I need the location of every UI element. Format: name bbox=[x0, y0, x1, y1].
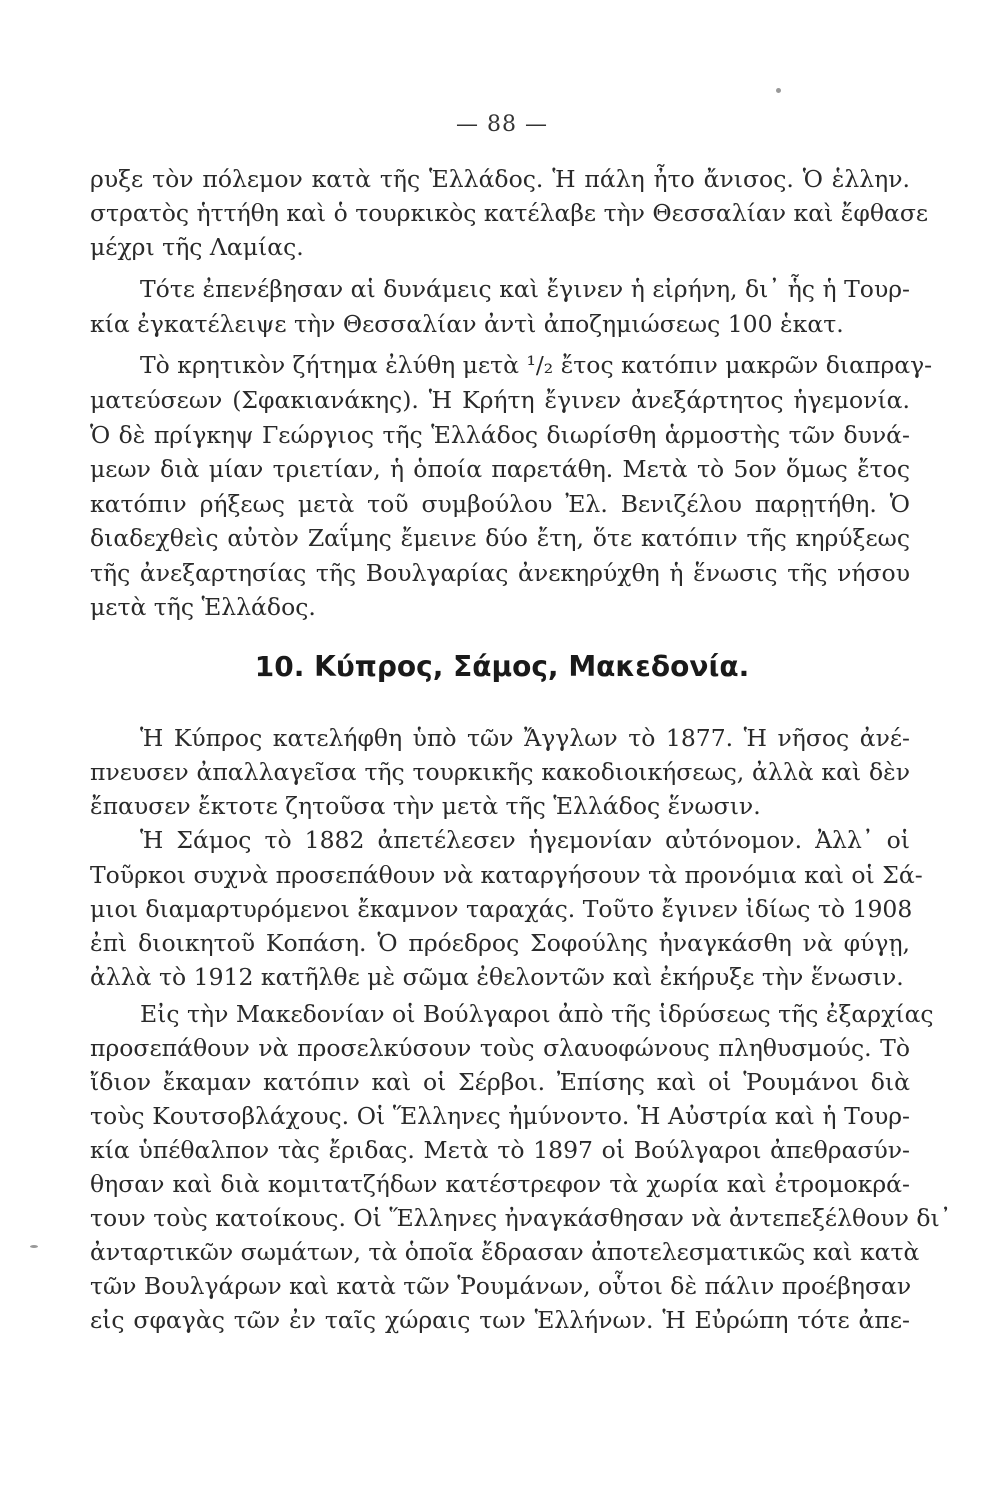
text-line: στρατὸς ἡττήθη καὶ ὁ τουρκικὸς κατέλαβε τὴν Θεσσαλίαν καὶ ἔφθασε bbox=[90, 199, 929, 227]
text-line: μέχρι τῆς Λαμίας. bbox=[90, 233, 304, 261]
text-line: ἀλλὰ τὸ 1912 κατῆλθε μὲ σῶμα ἐθελοντῶν καὶ ἐκήρυξε τὴν ἕνωσιν. bbox=[90, 963, 904, 991]
text-line: Τοῦρκοι συχνὰ προσεπάθουν νὰ καταργήσουν τὰ προνόμια καὶ οἱ Σά- bbox=[90, 861, 923, 889]
text-line: ρυξε τὸν πόλεμον κατὰ τῆς Ἑλλάδος. Ἡ πάλη ἦτο ἄνισος. Ὁ ἑλλην. bbox=[90, 165, 910, 193]
text-line: μιοι διαμαρτυρόμενοι ἔκαμνον ταραχάς. Τοῦτο ἔγινεν ἰδίως τὸ 1908 bbox=[90, 895, 913, 923]
text-line: μεων διὰ μίαν τριετίαν, ἡ ὁποία παρετάθη. Μετὰ τὸ 5ον ὅμως ἔτος bbox=[90, 455, 910, 483]
text-line: κία ὑπέθαλπον τὰς ἔριδας. Μετὰ τὸ 1897 οἱ Βούλγαροι ἀπεθρασύν- bbox=[90, 1136, 910, 1164]
text-line: κατόπιν ρήξεως μετὰ τοῦ συμβούλου Ἐλ. Βενιζέλου παρῃτήθη. Ὁ bbox=[90, 490, 910, 518]
text-line: ματεύσεων (Σφακιανάκης). Ἡ Κρήτη ἔγινεν ἀνεξάρτητος ἡγεμονία. bbox=[90, 386, 910, 414]
text-line: Ἡ Σάμος τὸ 1882 ἀπετέλεσεν ἡγεμονίαν αὐτόνομον. Ἀλλ᾿ οἱ bbox=[140, 826, 910, 854]
text-line: τῶν Βουλγάρων καὶ κατὰ τῶν Ῥουμάνων, οὗτοι δὲ πάλιν προέβησαν bbox=[90, 1272, 912, 1300]
text-line: τῆς ἀνεξαρτησίας τῆς Βουλγαρίας ἀνεκηρύχθη ἡ ἕνωσις τῆς νήσου bbox=[90, 559, 910, 587]
text-line: Τὸ κρητικὸν ζήτημα ἐλύθη μετὰ ¹/₂ ἔτος κατόπιν μακρῶν διαπραγ- bbox=[140, 351, 933, 379]
text-line: τουν τοὺς κατοίκους. Οἱ Ἕλληνες ἠναγκάσθησαν νὰ ἀντεπεξέλθουν δι᾿ bbox=[90, 1204, 952, 1232]
text-line: εἰς σφαγὰς τῶν ἐν ταῖς χώραις των Ἑλλήνων. Ἡ Εὐρώπη τότε ἀπε- bbox=[90, 1306, 910, 1334]
text-line: ἴδιον ἔκαμαν κατόπιν καὶ οἱ Σέρβοι. Ἐπίσης καὶ οἱ Ῥουμάνοι διὰ bbox=[90, 1068, 910, 1096]
text-line: κία ἐγκατέλειψε τὴν Θεσσαλίαν ἀντὶ ἀποζημιώσεως 100 ἑκατ. bbox=[90, 310, 844, 338]
text-line: Ἡ Κύπρος κατελήφθη ὑπὸ τῶν Ἄγγλων τὸ 1877. Ἡ νῆσος ἀνέ- bbox=[140, 724, 910, 752]
text-line: μετὰ τῆς Ἑλλάδος. bbox=[90, 593, 316, 621]
text-line: τοὺς Κουτσοβλάχους. Οἱ Ἕλληνες ἠμύνοντο. Ἡ Αὐστρία καὶ ἡ Τουρ- bbox=[90, 1102, 910, 1130]
text-line: προσεπάθουν νὰ προσελκύσουν τοὺς σλαυοφώνους πληθυσμούς. Τὸ bbox=[90, 1034, 910, 1062]
paper-speck bbox=[776, 88, 781, 93]
text-line: Ὁ δὲ πρίγκηψ Γεώργιος τῆς Ἑλλάδος διωρίσθη ἁρμοστὴς τῶν δυνά- bbox=[90, 421, 910, 449]
text-line: ἐπὶ διοικητοῦ Κοπάση. Ὁ πρόεδρος Σοφούλης ἠναγκάσθη νὰ φύγῃ, bbox=[90, 929, 910, 957]
text-line: διαδεχθεὶς αὐτὸν Ζαΐμης ἔμεινε δύο ἔτη, ὅτε κατόπιν τῆς κηρύξεως bbox=[90, 524, 910, 552]
text-line: Τότε ἐπενέβησαν αἱ δυνάμεις καὶ ἔγινεν ἡ εἰρήνη, δι᾿ ἧς ἡ Τουρ- bbox=[140, 275, 910, 303]
page-number: — 88 — bbox=[456, 112, 548, 137]
text-line: θησαν καὶ διὰ κομιτατζήδων κατέστρεφον τὰ χωρία καὶ ἐτρομοκρά- bbox=[90, 1170, 910, 1198]
text-line: πνευσεν ἀπαλλαγεῖσα τῆς τουρκικῆς κακοδιοικήσεως, ἀλλὰ καὶ δὲν bbox=[90, 758, 910, 786]
text-line: Εἰς τὴν Μακεδονίαν οἱ Βούλγαροι ἀπὸ τῆς ἱδρύσεως τῆς ἐξαρχίας bbox=[140, 1000, 934, 1028]
text-line: ἀνταρτικῶν σωμάτων, τὰ ὁποῖα ἔδρασαν ἀποτελεσματικῶς καὶ κατὰ bbox=[90, 1238, 920, 1266]
text-line: ἔπαυσεν ἔκτοτε ζητοῦσα τὴν μετὰ τῆς Ἑλλάδος ἕνωσιν. bbox=[90, 792, 761, 820]
paper-speck bbox=[30, 1245, 38, 1248]
section-heading: 10. Κύπρος, Σάμος, Μακεδονία. bbox=[254, 650, 750, 683]
